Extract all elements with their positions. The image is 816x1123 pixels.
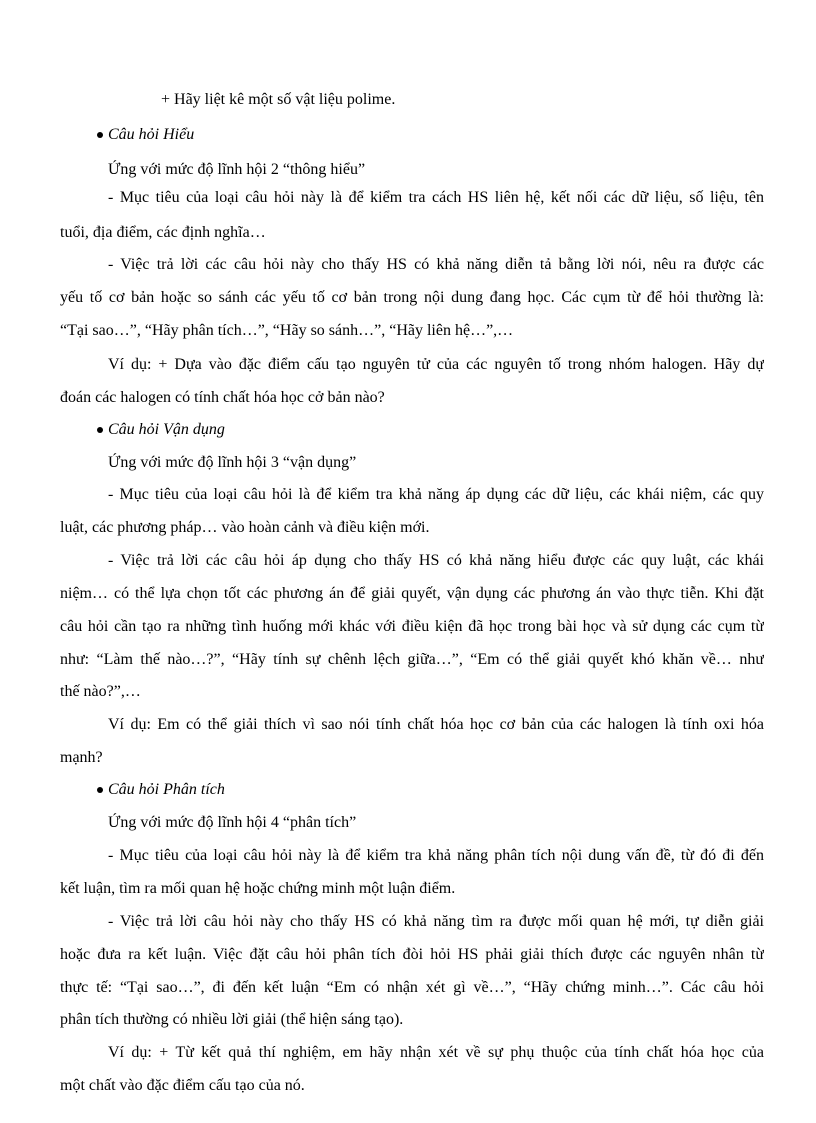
paragraph-line: niệm… có thể lựa chọn tốt các phương án để giải quyết, vận dụng các phương án vào thực tiễn. Khi đặt [60,585,764,602]
paragraph-line: - Mục tiêu của loại câu hỏi là để kiểm tra khả năng áp dụng các dữ liệu, các khái niệm, các quy [108,486,764,503]
paragraph-line: tuổi, địa điểm, các định nghĩa… [60,224,266,241]
paragraph-line: Ứng với mức độ lĩnh hội 3 “vận dụng” [108,454,357,471]
section-heading-van-dung: Câu hỏi Vận dụng [108,421,225,438]
paragraph-line: phân tích thường có nhiều lời giải (thể hiện sáng tạo). [60,1011,404,1028]
example-line: Ví dụ: + Từ kết quả thí nghiệm, em hãy nhận xét về sự phụ thuộc của tính chất hóa học của [108,1044,764,1061]
paragraph-line: thực tế: “Tại sao…”, đi đến kết luận “Em có nhận xét gì về…”, “Hãy chứng minh…”. Các câu hỏi [60,979,764,996]
paragraph-line: Ứng với mức độ lĩnh hội 4 “phân tích” [108,814,357,831]
list-item-polime: + Hãy liệt kê một số vật liệu polime. [161,91,396,108]
paragraph-line: hoặc đưa ra kết luận. Việc đặt câu hỏi phân tích đòi hỏi HS phải giải thích được các nguyên nhân từ [60,946,764,963]
example-line: đoán các halogen có tính chất hóa học cở bản nào? [60,389,385,406]
paragraph-line: yếu tố cơ bản hoặc so sánh các yếu tố cơ bản trong nội dung đang học. Các cụm từ để hỏi thường là: [60,289,764,306]
paragraph-line: “Tại sao…”, “Hãy phân tích…”, “Hãy so sánh…”, “Hãy liên hệ…”,… [60,322,514,339]
bullet-dot-icon [97,132,103,138]
paragraph-line: - Việc trả lời câu hỏi này cho thấy HS có khả năng tìm ra được mối quan hệ mới, tự diễn giải [108,913,764,930]
example-line: Ví dụ: Em có thể giải thích vì sao nói tính chất hóa học cơ bản của các halogen là tính oxi hóa [108,716,764,733]
paragraph-line: thế nào?”,… [60,683,141,700]
paragraph-line: câu hỏi cần tạo ra những tình huống mới khác với điều kiện đã học trong bài học và sử dụng các cụm từ [60,618,764,635]
paragraph-line: - Mục tiêu của loại câu hỏi này là để kiểm tra cách HS liên hệ, kết nối các dữ liệu, số liệu, tên [108,189,764,206]
paragraph-line: - Việc trả lời các câu hỏi này cho thấy HS có khả năng diễn tả bằng lời nói, nêu ra được các [108,256,764,273]
bullet-dot-icon [97,427,103,433]
example-line: mạnh? [60,749,103,766]
section-heading-hieu: Câu hỏi Hiểu [108,126,195,143]
paragraph-line: - Mục tiêu của loại câu hỏi này là để kiểm tra khả năng phân tích nội dung vấn đề, từ đó đi đến [108,847,764,864]
section-heading-phan-tich: Câu hỏi Phân tích [108,781,225,798]
paragraph-line: - Việc trả lời các câu hỏi áp dụng cho thấy HS có khả năng hiểu được các quy luật, các khái [108,552,764,569]
example-line: Ví dụ: + Dựa vào đặc điểm cấu tạo nguyên tử của các nguyên tố trong nhóm halogen. Hãy dự [108,356,764,373]
bullet-dot-icon [97,787,103,793]
paragraph-line: Ứng với mức độ lĩnh hội 2 “thông hiểu” [108,161,366,178]
paragraph-line: kết luận, tìm ra mối quan hệ hoặc chứng minh một luận điểm. [60,880,456,897]
paragraph-line: luật, các phương pháp… vào hoàn cảnh và điều kiện mới. [60,519,430,536]
paragraph-line: như: “Làm thế nào…?”, “Hãy tính sự chênh lệch giữa…”, “Em có thể giải quyết khó khăn về… như [60,651,764,668]
example-line: một chất vào đặc điểm cấu tạo của nó. [60,1077,305,1094]
